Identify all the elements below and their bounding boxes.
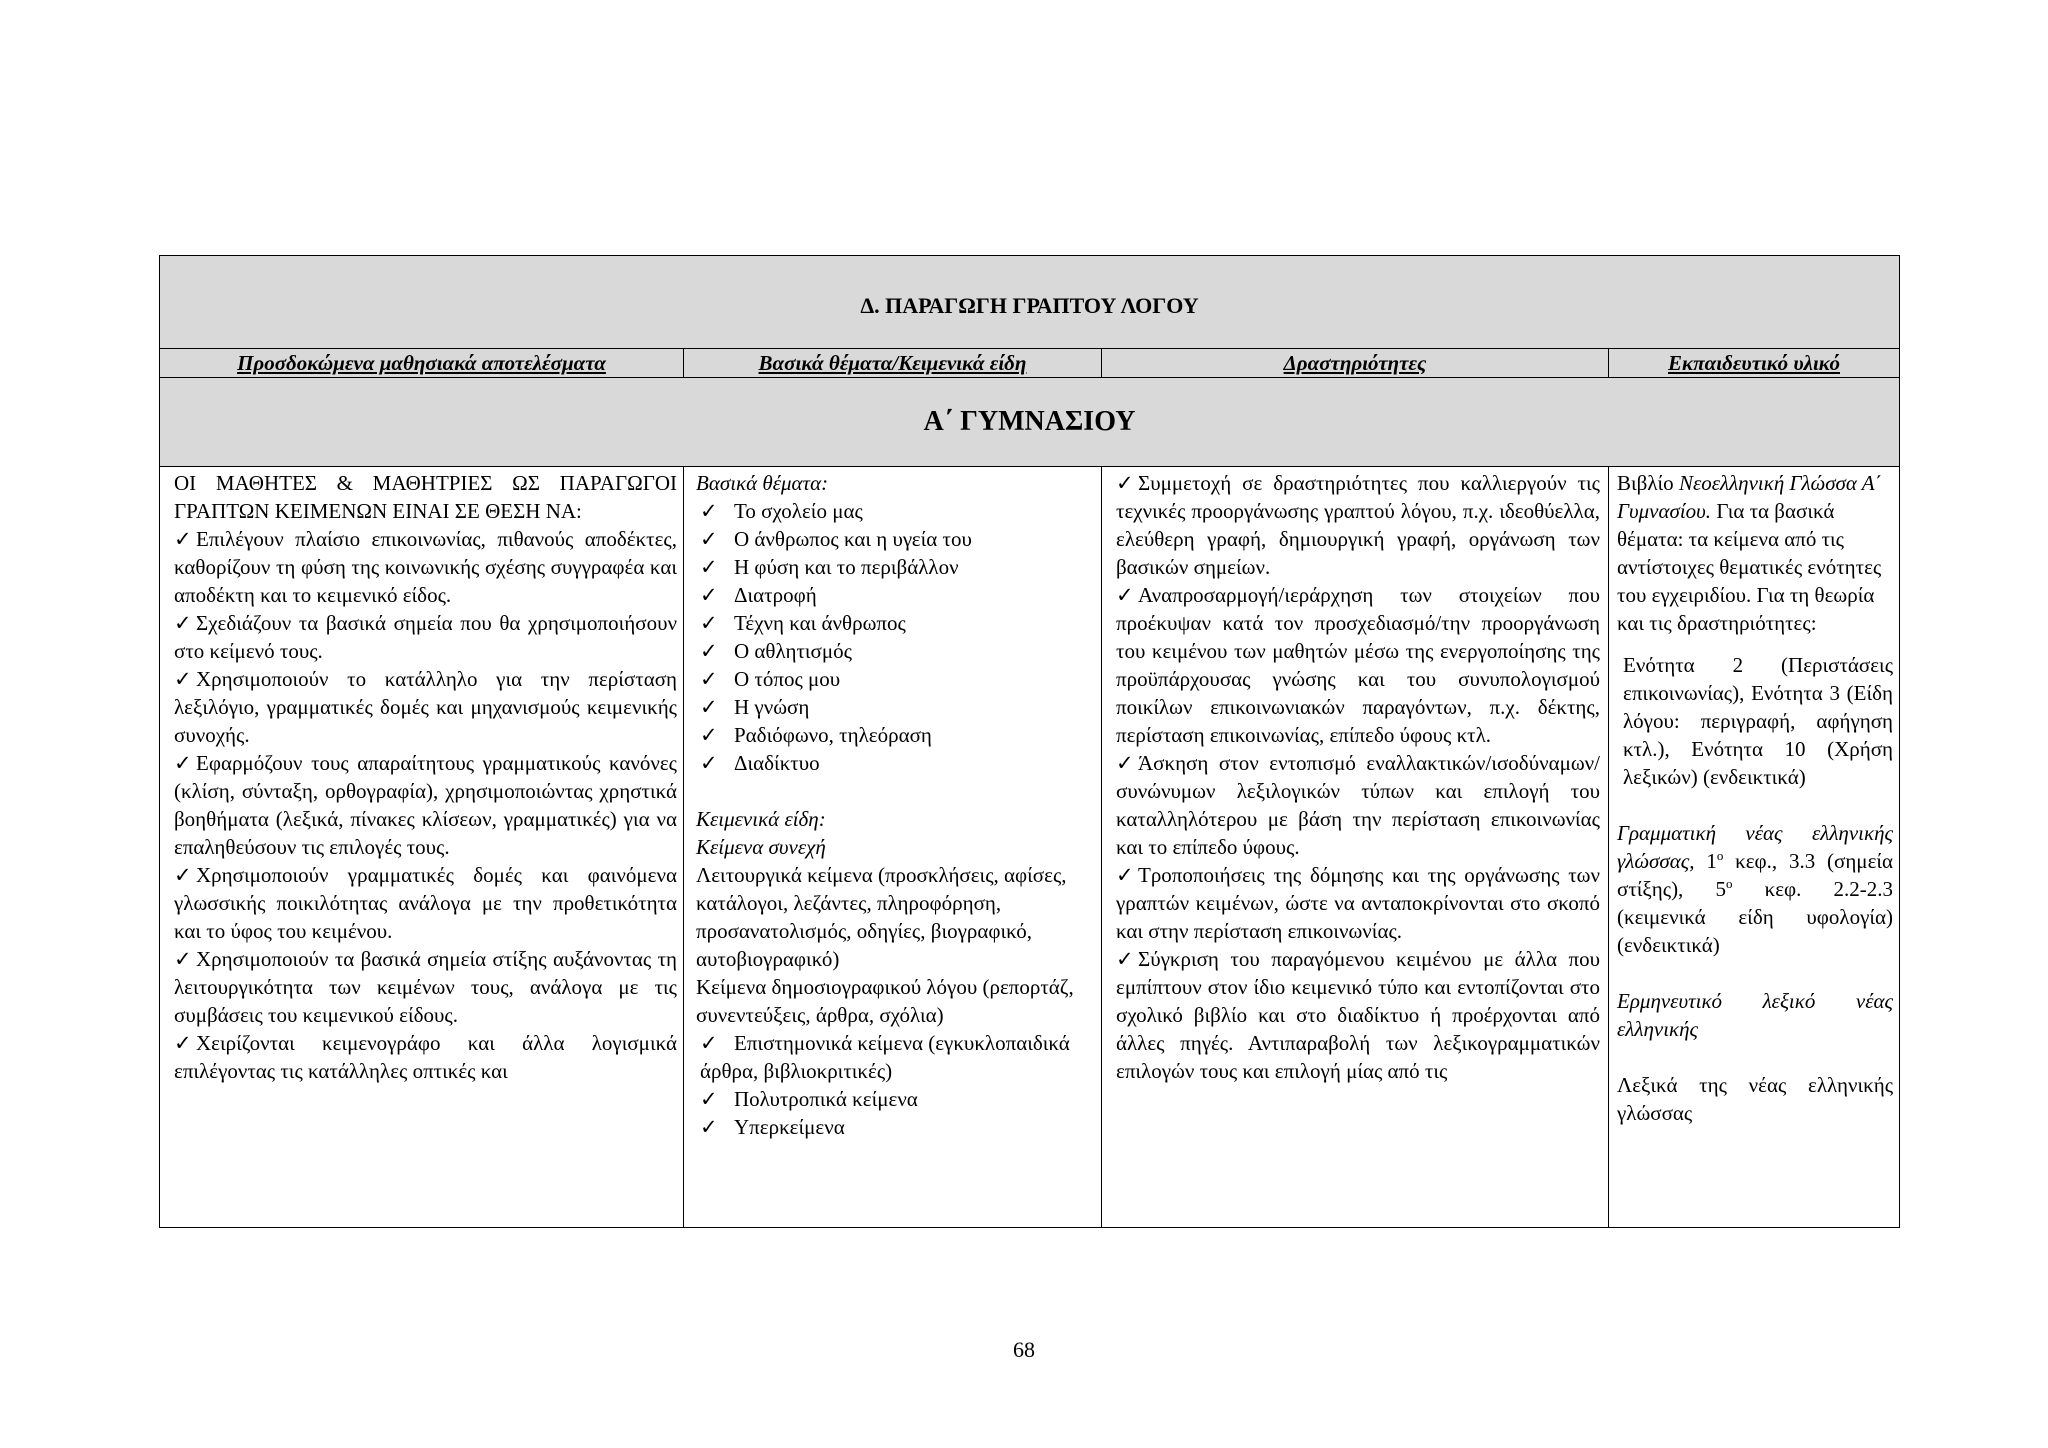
outcomes-intro: ΟΙ ΜΑΘΗΤΕΣ & ΜΑΘΗΤΡΙΕΣ ΩΣ ΠΑΡΑΓΩΓΟΙ ΓΡΑΠΤΩΝ ΚΕΙΜΕΝΩΝ ΕΙΝΑΙ ΣΕ ΘΕΣΗ ΝΑ: (174, 471, 677, 523)
activity-item: ✓ Σύγκριση του παραγόμενου κειμένου με άλλα που εμπίπτουν στον ίδιο κειμενικό τύπο και εντοπίζονται στο σχολικό βιβλίο και στο διαδίκτυο ή προέρχονται από άλλες πηγές. Αντιπαραβολή των λεξικογραμματικών επιλογών τους και επιλογή μίας από τις (1116, 947, 1600, 1083)
topic-item: ✓ Η φύση και το περιβάλλον (700, 555, 959, 579)
check-icon: ✓ (700, 723, 718, 747)
activity-item: ✓ Άσκηση στον εντοπισμό εναλλακτικών/ισοδύναμων/συνώνυμων λεξιλογικών τύπων και επιλογή του καταλληλότερου με βάση την περίσταση επικοινωνίας και το επίπεδο ύφους. (1116, 751, 1600, 859)
journalistic-texts: Κείμενα δημοσιογραφικού λόγου (ρεπορτάζ, συνεντεύξεις, άρθρα, σχόλια) (696, 975, 1074, 1027)
check-icon: ✓ (700, 667, 718, 691)
spacer (696, 777, 1095, 805)
check-icon: ✓ (700, 695, 718, 719)
outcome-item: ✓ Χρησιμοποιούν το κατάλληλο για την περίσταση λεξιλόγιο, γραμματικές δομές και μηχανισμούς κειμενικής συνοχής. (174, 667, 677, 747)
page-number: 68 (1013, 1337, 1035, 1362)
check-icon: ✓ (700, 751, 718, 775)
outcome-item: ✓ Σχεδιάζουν τα βασικά σημεία που θα χρησιμοποιήσουν στο κείμενό τους. (174, 611, 677, 663)
check-icon: ✓ (1116, 863, 1134, 887)
activity-item: ✓ Αναπροσαρμογή/ιεράρχηση των στοιχείων που προέκυψαν κατά τον προσχεδιασμό/την προοργάνωση του κειμένου των μαθητών μέσω της ενεργοποίησης της προϋπάρχουσας γνώσης και του συνυπολογισμού ποικίλων επικοινωνιακών παραγόντων, π.χ. δέκτης, περίσταση επικοινωνίας, επίπεδο ύφους κτλ. (1116, 583, 1600, 747)
spacer (1617, 1043, 1893, 1071)
topic-item: ✓ Ο αθλητισμός (700, 639, 852, 663)
check-icon: ✓ (700, 1087, 718, 1111)
functional-texts: Λειτουργικά κείμενα (προσκλήσεις, αφίσες, κατάλογοι, λεζάντες, πληροφόρηση, προσανατολισμός, οδηγίες, βιογραφικό, αυτοβιογραφικό) (696, 863, 1067, 971)
outcomes-cell (160, 467, 684, 1228)
topic-item: ✓ Διαδίκτυο (700, 751, 820, 775)
check-icon: ✓ (700, 555, 718, 579)
topic-item: ✓ Ο τόπος μου (700, 667, 841, 691)
textbook-reference: Βιβλίο Νεοελληνική Γλώσσα Α΄ Γυμνασίου. Για τα βασικά θέματα: τα κείμενα από τις αντίστοιχες θεματικές ενότητες του εγχειριδίου. Για τη θεωρία και τις δραστηριότητες: (1617, 471, 1882, 635)
topic-item: ✓ Το σχολείο μας (700, 499, 863, 523)
topic-item: ✓ Ο άνθρωπος και η υγεία του (700, 527, 972, 551)
check-icon: ✓ (700, 639, 718, 663)
check-icon: ✓ (174, 667, 192, 691)
textbook-title: Νεοελληνική Γλώσσα Α΄ Γυμνασίου. (1617, 471, 1882, 523)
check-icon: ✓ (1116, 471, 1134, 495)
grade-heading: Α΄ ΓΥΜΝΑΣΙΟΥ (160, 378, 1900, 467)
check-icon: ✓ (700, 583, 718, 607)
column-header-topics: Βασικά θέματα/Κειμενικά είδη (684, 349, 1102, 378)
spacer (1617, 637, 1893, 651)
continuous-texts-heading: Κείμενα συνεχή (696, 835, 826, 859)
check-icon: ✓ (700, 527, 718, 551)
grammar-reference: Γραμματική νέας ελληνικής γλώσσας, $1^o$ κεφ., 3.3 (σημεία στίξης), $5^o$ κεφ. 2.2-2.3 (κειμενικά είδη υφολογία) (ενδεικτικά) (1617, 821, 1894, 957)
check-icon: ✓ (1116, 583, 1134, 607)
section-title: Δ. ΠΑΡΑΓΩΓΗ ΓΡΑΠΤΟΥ ΛΟΓΟΥ (160, 256, 1900, 349)
activity-item: ✓ Τροποποιήσεις της δόμησης και της οργάνωσης των γραπτών κειμένων, ώστε να ανταποκρίνονται στο σκοπό και στην περίσταση επικοινωνίας. (1116, 863, 1600, 943)
outcome-item: ✓ Χειρίζονται κειμενογράφο και άλλα λογισμικά επιλέγοντας τις κατάλληλες οπτικές και (174, 1031, 677, 1083)
textbook-units: Ενότητα 2 (Περιστάσεις επικοινωνίας), Ενότητα 3 (Είδη λόγου: περιγραφή, αφήγηση κτλ.), Ενότητα 10 (Χρήση λεξικών) (ενδεικτικά) (1623, 653, 1894, 789)
column-header-outcomes: Προσδοκώμενα μαθησιακά αποτελέσματα (160, 349, 684, 378)
check-icon: ✓ (700, 1115, 718, 1139)
basic-topics-heading: Βασικά θέματα: (696, 471, 829, 495)
activity-item: ✓ Συμμετοχή σε δραστηριότητες που καλλιεργούν τις τεχνικές προοργάνωσης γραπτού λόγου, π.χ. ιδεοθύελλα, ελεύθερη γραφή, δημιουργική γραφή, οργάνωση των βασικών σημείων. (1116, 471, 1600, 579)
check-icon: ✓ (174, 947, 192, 971)
topics-cell (684, 467, 1102, 1228)
check-icon: ✓ (174, 527, 192, 551)
spacer (1617, 791, 1893, 819)
outcome-item: ✓ Εφαρμόζουν τους απαραίτητους γραμματικούς κανόνες (κλίση, σύνταξη, ορθογραφία), χρησιμοποιώντας χρηστικά βοηθήματα (λεξικά, πίνακες κλίσεων, γραμματικές) για να επαληθεύσουν τις επιλογές τους. (174, 751, 677, 859)
check-icon: ✓ (174, 611, 192, 635)
topic-item: ✓ Τέχνη και άνθρωπος (700, 611, 906, 635)
check-icon: ✓ (1116, 751, 1134, 775)
column-header-materials: Εκπαιδευτικό υλικό (1609, 349, 1900, 378)
check-icon: ✓ (174, 751, 192, 775)
check-icon: ✓ (174, 863, 192, 887)
curriculum-table (159, 255, 1900, 1228)
topic-item: ✓ Ραδιόφωνο, τηλεόραση (700, 723, 932, 747)
grammar-title: Γραμματική νέας ελληνικής γλώσσας, (1617, 821, 1894, 873)
outcome-item: ✓ Επιλέγουν πλαίσιο επικοινωνίας, πιθανούς αποδέκτες, καθορίζουν τη φύση της κοινωνικής σχέσης συγγραφέα και αποδέκτη και το κειμενικό είδος. (174, 527, 677, 607)
check-icon: ✓ (700, 1031, 718, 1055)
check-icon: ✓ (700, 611, 718, 635)
dictionaries-reference: Λεξικά της νέας ελληνικής γλώσσας (1617, 1073, 1894, 1125)
outcome-item: ✓ Χρησιμοποιούν γραμματικές δομές και φαινόμενα γλωσσικής ποικιλότητας ανάλογα με την προθετικότητα και το ύφος του κειμένου. (174, 863, 677, 943)
check-icon: ✓ (174, 1031, 192, 1055)
outcome-item: ✓ Χρησιμοποιούν τα βασικά σημεία στίξης αυξάνοντας τη λειτουργικότητα των κειμένων τους, ανάλογα με τις συμβάσεις του κειμενικού είδους. (174, 947, 677, 1027)
genre-item: ✓ Υπερκείμενα (700, 1115, 845, 1139)
genre-item: ✓ Πολυτροπικά κείμενα (700, 1087, 918, 1111)
spacer (1617, 959, 1893, 987)
check-icon: ✓ (1116, 947, 1134, 971)
activities-cell (1102, 467, 1609, 1228)
materials-cell (1609, 467, 1900, 1228)
dictionary-reference: Ερμηνευτικό λεξικό νέας ελληνικής (1617, 989, 1894, 1041)
topic-item: ✓ Διατροφή (700, 583, 817, 607)
topic-item: ✓ Η γνώση (700, 695, 810, 719)
genre-item: ✓ Επιστημονικά κείμενα (εγκυκλοπαιδικά άρθρα, βιβλιοκριτικές) (700, 1031, 1070, 1083)
check-icon: ✓ (700, 499, 718, 523)
column-header-activities: Δραστηριότητες (1102, 349, 1609, 378)
genres-heading: Κειμενικά είδη: (696, 807, 826, 831)
